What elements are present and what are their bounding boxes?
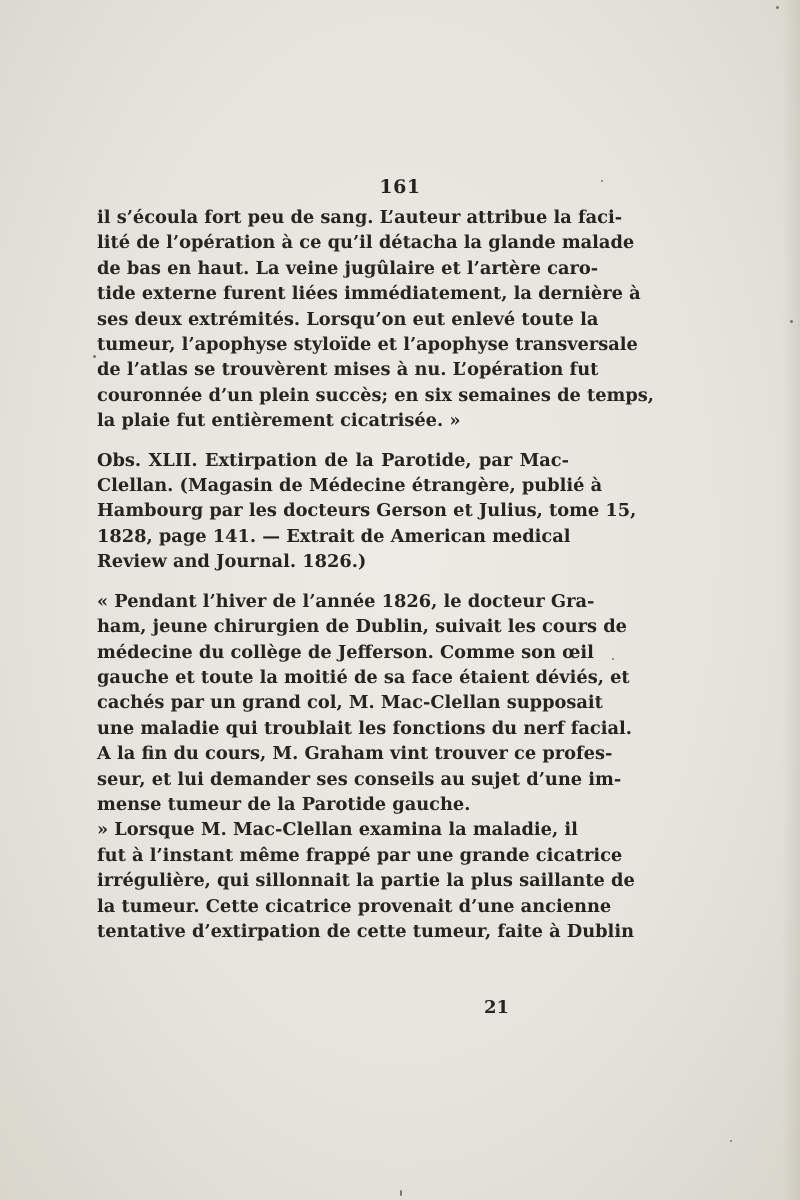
text-line: « Pendant l’hiver de l’année 1826, le docteur Gra-	[97, 590, 595, 612]
text-line: couronnée d’un plein succès; en six semaines de temps,	[97, 384, 654, 406]
text-line: » Lorsque M. Mac-Clellan examina la maladie, il	[97, 819, 578, 841]
text-line: de bas en haut. La veine jugûlaire et l’artère caro-	[97, 257, 599, 279]
text-line: ham, jeune chirurgien de Dublin, suivait les cours de	[97, 616, 627, 638]
paper-speck	[790, 320, 793, 323]
paper-speck	[400, 1190, 402, 1196]
paragraph-gap	[97, 575, 569, 589]
observation-heading-line: Obs. XLII. Extirpation de la Parotide, par Mac-	[97, 449, 569, 471]
text-line: de l’atlas se trouvèrent mises à nu. L’opération fut	[97, 359, 599, 381]
text-line: la tumeur. Cette cicatrice provenait d’une ancienne	[97, 895, 612, 917]
observation-heading-line: Hambourg par les docteurs Gerson et Julius, tome 15,	[97, 500, 637, 522]
text-line: tumeur, l’apophyse styloïde et l’apophyse transversale	[97, 334, 638, 356]
paper-speck	[93, 355, 96, 358]
text-line: il s’écoula fort peu de sang. L’auteur attribue la faci-	[97, 207, 623, 228]
text-line: fut à l’instant même frappé par une grande cicatrice	[97, 844, 623, 866]
observation-heading-line: 1828, page 141. — Extrait de American medical	[97, 525, 571, 547]
text-line: tide externe furent liées immédiatement, la dernière à	[97, 283, 641, 305]
text-line: seur, et lui demander ses conseils au sujet d’une im-	[97, 768, 622, 790]
text-line: médecine du collège de Jefferson. Comme son œil	[97, 641, 594, 663]
paper-speck	[612, 658, 614, 660]
text-line: irrégulière, qui sillonnait la partie la plus saillante de	[97, 870, 635, 892]
paper-speck	[601, 180, 603, 182]
text-line: cachés par un grand col, M. Mac-Clellan supposait	[97, 692, 603, 714]
text-line: tentative d’extirpation de cette tumeur, faite à Dublin	[97, 920, 634, 942]
paragraph-gap	[97, 434, 569, 448]
text-line: la plaie fut entièrement cicatrisée. »	[97, 410, 461, 432]
text-line: gauche et toute la moitié de sa face étaient déviés, et	[97, 666, 630, 688]
page-number: 161	[379, 176, 421, 198]
paper-speck	[776, 6, 779, 9]
observation-heading-line: Review and Journal. 1826.)	[97, 551, 367, 573]
text-line: mense tumeur de la Parotide gauche.	[97, 793, 471, 815]
text-line: A la fin du cours, M. Graham vint trouver ce profes-	[97, 743, 613, 765]
body-text	[97, 205, 654, 944]
signature-mark: 21	[484, 997, 510, 1018]
text-line: une maladie qui troublait les fonctions du nerf facial.	[97, 717, 632, 739]
text-line: ses deux extrémités. Lorsqu’on eut enlevé toute la	[97, 308, 599, 330]
paper-speck	[730, 1140, 732, 1142]
text-line: lité de l’opération à ce qu’il détacha la glande malade	[97, 232, 635, 254]
observation-heading-line: Clellan. (Magasin de Médecine étrangère, publié à	[97, 475, 603, 497]
